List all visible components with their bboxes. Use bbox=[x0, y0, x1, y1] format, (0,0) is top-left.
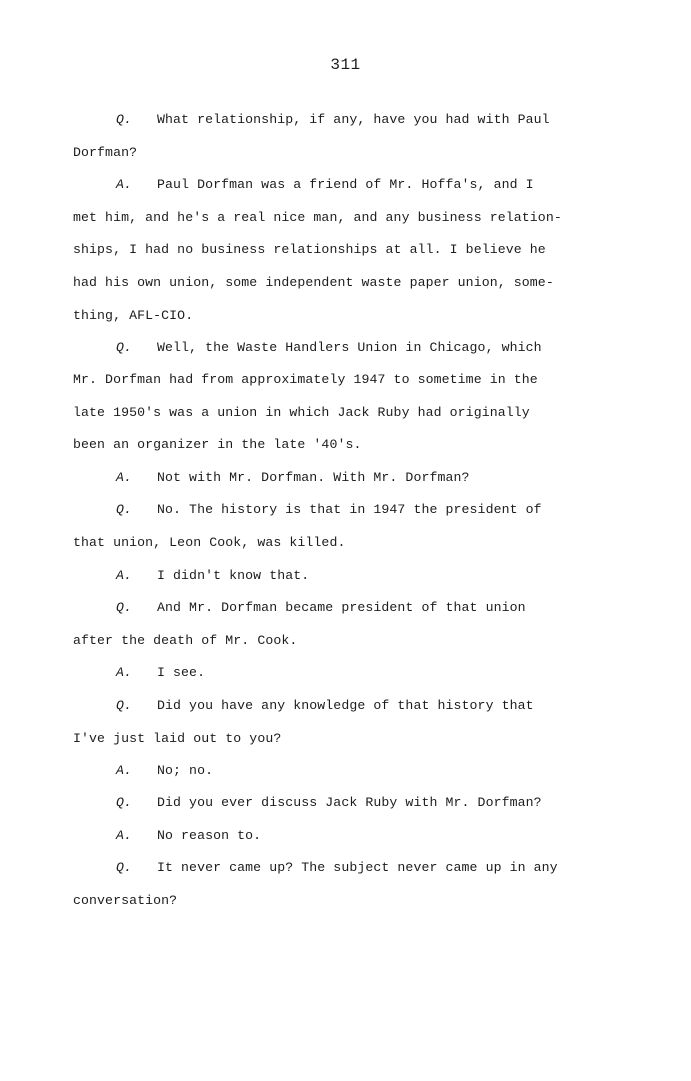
transcript-line: been an organizer in the late '40's. bbox=[73, 437, 362, 452]
question-marker: Q. bbox=[116, 600, 132, 615]
transcript-line: met him, and he's a real nice man, and any business relation- bbox=[73, 210, 562, 225]
answer-marker: A. bbox=[116, 828, 132, 843]
answer-marker: A. bbox=[116, 470, 132, 485]
transcript-line: No reason to. bbox=[157, 828, 262, 843]
transcript-line: I've just laid out to you? bbox=[73, 731, 282, 746]
question-marker: Q. bbox=[116, 698, 132, 713]
answer-marker: A. bbox=[116, 177, 132, 192]
answer-marker: A. bbox=[116, 763, 132, 778]
transcript-line: Mr. Dorfman had from approximately 1947 to sometime in the bbox=[73, 372, 538, 387]
transcript-line: had his own union, some independent waste paper union, some- bbox=[73, 275, 554, 290]
answer-marker: A. bbox=[116, 665, 132, 680]
question-marker: Q. bbox=[116, 340, 132, 355]
transcript-line: Paul Dorfman was a friend of Mr. Hoffa's, and I bbox=[157, 177, 534, 192]
transcript-line: Did you ever discuss Jack Ruby with Mr. Dorfman? bbox=[157, 795, 542, 810]
transcript-line: I didn't know that. bbox=[157, 568, 310, 583]
question-marker: Q. bbox=[116, 502, 132, 517]
transcript-line: Did you have any knowledge of that history that bbox=[157, 698, 534, 713]
question-marker: Q. bbox=[116, 860, 132, 875]
transcript-line: What relationship, if any, have you had with Paul bbox=[157, 112, 550, 127]
transcript-line: It never came up? The subject never came up in any bbox=[157, 860, 558, 875]
transcript-line: No; no. bbox=[157, 763, 214, 778]
transcript-line: conversation? bbox=[73, 893, 178, 908]
answer-marker: A. bbox=[116, 568, 132, 583]
transcript-line: Not with Mr. Dorfman. With Mr. Dorfman? bbox=[157, 470, 470, 485]
transcript-line: Dorfman? bbox=[73, 145, 138, 160]
transcript-line: late 1950's was a union in which Jack Ruby had originally bbox=[73, 405, 530, 420]
page-number: 311 bbox=[330, 56, 361, 74]
question-marker: Q. bbox=[116, 795, 132, 810]
transcript-line: that union, Leon Cook, was killed. bbox=[73, 535, 346, 550]
transcript-line: ships, I had no business relationships at all. I believe he bbox=[73, 242, 546, 257]
transcript-line: after the death of Mr. Cook. bbox=[73, 633, 298, 648]
question-marker: Q. bbox=[116, 112, 132, 127]
transcript-line: And Mr. Dorfman became president of that union bbox=[157, 600, 526, 615]
transcript-line: thing, AFL-CIO. bbox=[73, 308, 194, 323]
transcript-line: I see. bbox=[157, 665, 206, 680]
transcript-line: No. The history is that in 1947 the president of bbox=[157, 502, 542, 517]
transcript-line: Well, the Waste Handlers Union in Chicago, which bbox=[157, 340, 542, 355]
